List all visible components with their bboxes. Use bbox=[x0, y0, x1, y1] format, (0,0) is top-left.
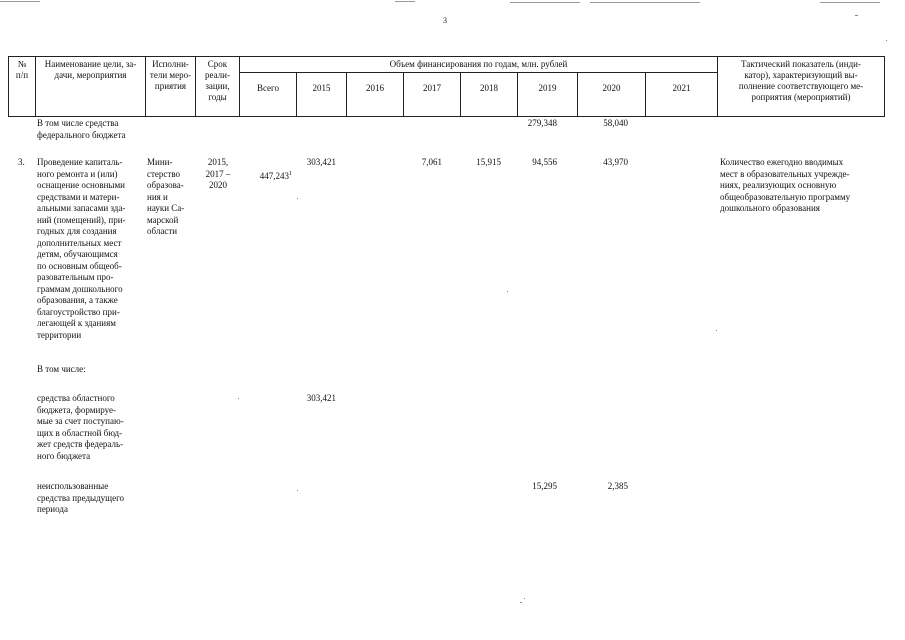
row-3-name: Проведение капиталь- ного ремонта и (или) оснащение основными средствами и матери- альными запасами зда- ний (помещений), при- годных для создания дополнительных мест детям, обучающимся по основным общеоб- разовательным про- граммам дошкольного образования, а также благоустройство при- легающей к зданиям территории bbox=[37, 157, 126, 340]
header-year-2019: 2019 bbox=[518, 73, 578, 117]
row-regional-2015: 303,421 bbox=[306, 393, 336, 403]
row-3-total-footnote: 1 bbox=[289, 170, 292, 177]
header-year-2021: 2021 bbox=[646, 73, 718, 117]
row-unused-2020: 2,385 bbox=[607, 481, 628, 491]
row-unused-2019: 15,295 bbox=[532, 481, 557, 491]
table-body bbox=[8, 0, 888, 640]
row-3-2019: 94,556 bbox=[532, 157, 557, 167]
row-federal-2019: 279,348 bbox=[527, 118, 557, 128]
header-year-2015: 2015 bbox=[297, 73, 347, 117]
row-federal-name: В том числе средства федерального бюджета bbox=[37, 118, 126, 140]
row-3-2020: 43,970 bbox=[603, 157, 628, 167]
header-name: Наименование цели, за- дачи, мероприятия bbox=[36, 57, 146, 117]
row-3-total bbox=[240, 157, 292, 182]
header-indicator: Тактический показатель (инди- катор), характеризующий вы- полнение соответствующего ме- роприятия (мероприятий) bbox=[718, 57, 885, 117]
header-year-2017: 2017 bbox=[404, 73, 461, 117]
row-3-2015: 303,421 bbox=[306, 157, 336, 167]
header-year-2018: 2018 bbox=[461, 73, 518, 117]
row-3-number: 3. bbox=[18, 157, 25, 167]
row-3-indicator: Количество ежегодно вводимых мест в образовательных учрежде- ниях, реализующих основную общеобразовательную программу дошкольного образования bbox=[720, 157, 851, 213]
header-executor: Исполни- тели меро- приятия bbox=[146, 57, 196, 117]
row-3-term: 2015, 2017 – 2020 bbox=[205, 157, 231, 190]
row-including-label: В том числе: bbox=[37, 364, 86, 374]
header-number: № п/п bbox=[9, 57, 36, 117]
header-total: Всего bbox=[240, 73, 297, 117]
row-3-total-value: 447,243 bbox=[259, 170, 289, 181]
row-regional-name: средства областного бюджета, формируе- мые за счет поступаю- щих в областной бюд- жет средств федераль- ного бюджета bbox=[37, 393, 124, 461]
header-term: Срок реали- зации, годы bbox=[196, 57, 240, 117]
page-number: 3 bbox=[443, 16, 447, 25]
header-financing: Объем финансирования по годам, млн. рублей bbox=[240, 57, 718, 73]
row-unused-name: неиспользованные средства предыдущего периода bbox=[37, 481, 125, 514]
row-3-executor: Мини- стерство образова- ния и науки Са- марской области bbox=[147, 157, 185, 236]
header-year-2020: 2020 bbox=[578, 73, 646, 117]
row-federal-2020: 58,040 bbox=[603, 118, 628, 128]
row-3-2017: 7,061 bbox=[421, 157, 442, 167]
header-year-2016: 2016 bbox=[347, 73, 404, 117]
row-3-2018: 15,915 bbox=[476, 157, 501, 167]
